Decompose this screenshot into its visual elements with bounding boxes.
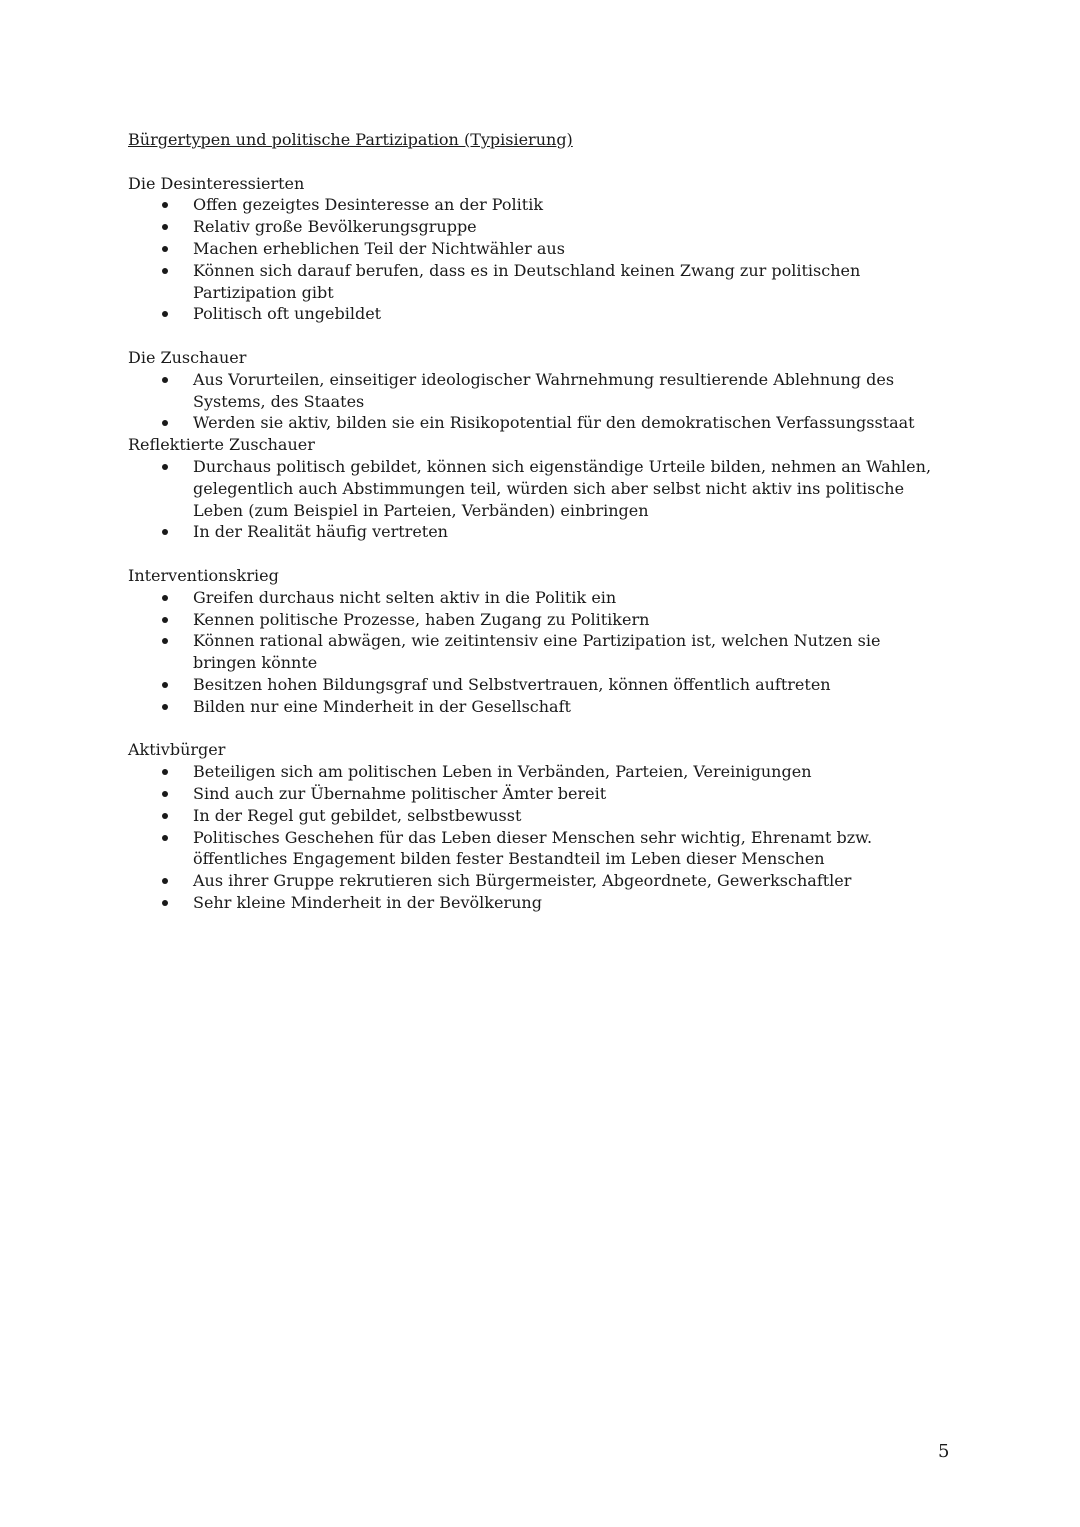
list-item [128, 892, 948, 914]
bullet-icon [162, 835, 168, 841]
bullet-icon [162, 617, 168, 623]
list-item-text: Sind auch zur Übernahme politischer Ämter bereit [193, 783, 607, 803]
list-item [128, 521, 948, 543]
list-item [128, 456, 948, 521]
document-page [128, 129, 948, 914]
bullet-icon [162, 464, 168, 470]
list-item-text: Aus ihrer Gruppe rekrutieren sich Bürgermeister, Abgeordnete, Gewerkschaftler [193, 871, 852, 891]
list-item [128, 194, 948, 216]
bullet-list [128, 761, 948, 914]
bullet-icon [162, 813, 168, 819]
section-heading: Aktivbürger [128, 740, 226, 760]
section-heading: Reflektierte Zuschauer [128, 435, 315, 455]
bullet-icon [162, 224, 168, 230]
list-item-text: Können rational abwägen, wie zeitintensiv eine Partizipation ist, welchen Nutzen sie bringen könnte [193, 631, 881, 673]
bullet-icon [162, 682, 168, 688]
list-item-text: Durchaus politisch gebildet, können sich eigenständige Urteile bilden, nehmen an Wahlen, gelegentlich auch Abstimmungen teil, würden sich aber selbst nicht aktiv ins politische Leben (zum Beispiel in Parteien, Verbänden) einbringen [193, 456, 932, 520]
bullet-icon [162, 900, 168, 906]
list-item-text: Aus Vorurteilen, einseitiger ideologischer Wahrnehmung resultierende Ablehnung des Systems, des Staates [193, 369, 895, 411]
list-item [128, 827, 948, 871]
document-title: Bürgertypen und politische Partizipation (Typisierung) [128, 130, 573, 149]
section-heading: Interventionskrieg [128, 565, 279, 585]
list-item-text: Werden sie aktiv, bilden sie ein Risikopotential für den demokratischen Verfassungsstaat [193, 413, 915, 433]
list-item-text: Besitzen hohen Bildungsgraf und Selbstvertrauen, können öffentlich auftreten [193, 674, 831, 694]
list-item [128, 870, 948, 892]
bullet-icon [162, 595, 168, 601]
list-item-text: Machen erheblichen Teil der Nichtwähler aus [193, 238, 565, 258]
bullet-list [128, 587, 948, 718]
section-desinteressierte [128, 173, 948, 326]
bullet-icon [162, 769, 168, 775]
list-item [128, 696, 948, 718]
list-item [128, 369, 948, 413]
bullet-icon [162, 420, 168, 426]
list-item [128, 630, 948, 674]
bullet-icon [162, 202, 168, 208]
page-number: 5 [938, 1441, 950, 1462]
section-heading: Die Zuschauer [128, 347, 247, 367]
list-item [128, 238, 948, 260]
list-item [128, 216, 948, 238]
list-item-text: Sehr kleine Minderheit in der Bevölkerung [193, 892, 542, 912]
list-item-text: In der Realität häufig vertreten [193, 522, 448, 542]
section-reflektierte-zuschauer [128, 434, 948, 543]
list-item-text: Politisch oft ungebildet [193, 304, 382, 324]
bullet-list [128, 456, 948, 543]
bullet-list [128, 369, 948, 434]
list-item [128, 412, 948, 434]
bullet-icon [162, 529, 168, 535]
list-item [128, 805, 948, 827]
bullet-icon [162, 704, 168, 710]
list-item-text: Politisches Geschehen für das Leben dieser Menschen sehr wichtig, Ehrenamt bzw. öffentliches Engagement bilden fester Bestandteil im Leben dieser Menschen [193, 827, 873, 869]
section-interventionskrieg [128, 565, 948, 718]
bullet-icon [162, 638, 168, 644]
list-item [128, 260, 948, 304]
list-item-text: In der Regel gut gebildet, selbstbewusst [193, 805, 522, 825]
list-item-text: Kennen politische Prozesse, haben Zugang zu Politikern [193, 609, 650, 629]
bullet-icon [162, 878, 168, 884]
list-item-text: Bilden nur eine Minderheit in der Gesellschaft [193, 696, 571, 716]
bullet-icon [162, 246, 168, 252]
list-item [128, 587, 948, 609]
list-item [128, 674, 948, 696]
list-item [128, 609, 948, 631]
bullet-icon [162, 268, 168, 274]
section-aktivbuerger [128, 739, 948, 913]
list-item-text: Relativ große Bevölkerungsgruppe [193, 217, 477, 237]
bullet-list [128, 194, 948, 325]
list-item-text: Können sich darauf berufen, dass es in Deutschland keinen Zwang zur politischen Partizipation gibt [193, 260, 861, 302]
bullet-icon [162, 377, 168, 383]
list-item-text: Beteiligen sich am politischen Leben in Verbänden, Parteien, Vereinigungen [193, 762, 812, 782]
bullet-icon [162, 311, 168, 317]
list-item [128, 303, 948, 325]
list-item-text: Offen gezeigtes Desinteresse an der Politik [193, 195, 544, 215]
list-item [128, 783, 948, 805]
list-item-text: Greifen durchaus nicht selten aktiv in die Politik ein [193, 587, 617, 607]
list-item [128, 761, 948, 783]
section-zuschauer [128, 347, 948, 434]
section-heading: Die Desinteressierten [128, 173, 305, 193]
bullet-icon [162, 791, 168, 797]
